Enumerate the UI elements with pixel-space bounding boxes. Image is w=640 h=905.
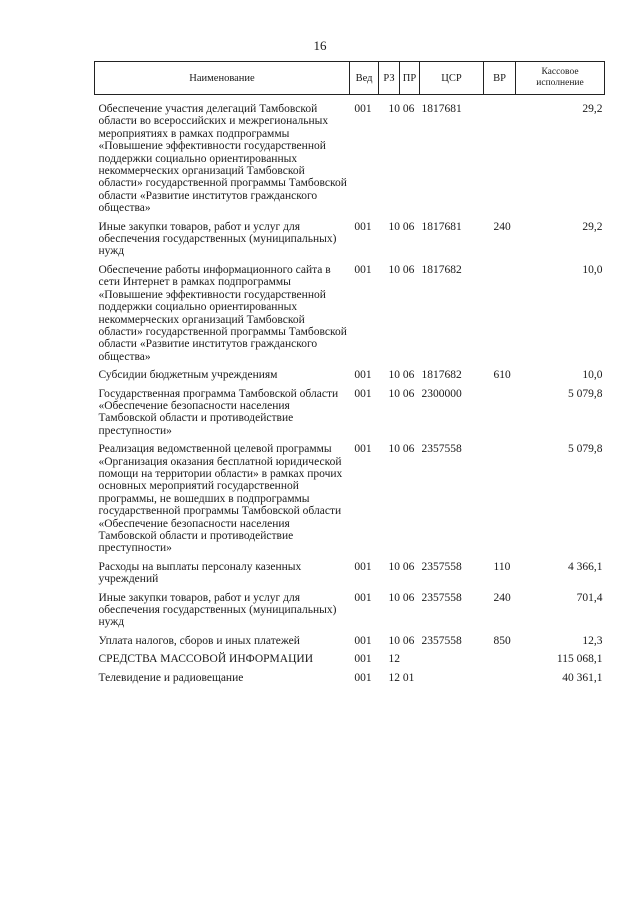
row-amount: 10,0 (582, 263, 603, 276)
row-name: Обеспечение работы информационного сайта в сети Интернет в рамках подпрограммы «Повышение эффективности государственной поддержки социально ориентированных некоммерческих организаций Тамбовской области» государственной программы Тамбовской области «Развитие институтов гражданского общества» (98, 263, 347, 363)
table-row (95, 388, 605, 444)
row-amount: 40 361,1 (562, 671, 603, 684)
header-rz: РЗ (379, 62, 400, 95)
row-amount: 5 079,8 (568, 387, 603, 400)
row-vr: 240 (493, 591, 511, 604)
table-row (95, 653, 605, 671)
header-csr: ЦСР (420, 62, 484, 95)
row-amount: 10,0 (582, 369, 603, 382)
row-name: Реализация ведомственной целевой программы «Организация оказания бесплатной юридической помощи на территории области» в рамках прочих основных мероприятий государственной программы, не вошедших в подпрограммы государственной программы Тамбовской области «Обеспечение безопасности населения Тамбовской области и противодействие преступности» (98, 443, 343, 555)
row-rzpr: 10 06 (388, 591, 415, 604)
row-ved: 001 (354, 263, 372, 276)
row-rzpr: 12 (388, 653, 400, 666)
row-amount: 4 366,1 (568, 560, 603, 573)
row-csr (420, 653, 484, 671)
row-rzpr: 10 06 (388, 220, 415, 233)
row-vr: 240 (493, 220, 511, 233)
header-row (95, 62, 605, 95)
row-rzpr: 10 06 (388, 263, 415, 276)
header-pr: ПР (400, 62, 420, 95)
row-ved: 001 (354, 220, 372, 233)
row-csr: 2357558 (421, 634, 462, 647)
row-name: Уплата налогов, сборов и иных платежей (98, 634, 300, 647)
row-amount: 29,2 (582, 220, 603, 233)
row-vr (484, 388, 516, 444)
row-csr: 2357558 (421, 443, 462, 456)
row-name: Иные закупки товаров, работ и услуг для обеспечения государственных (муниципальных) нужд (98, 220, 337, 258)
row-name: Субсидии бюджетным учреждениям (98, 369, 278, 382)
row-name: СРЕДСТВА МАССОВОЙ ИНФОРМАЦИИ (98, 653, 313, 666)
row-amount: 5 079,8 (568, 443, 603, 456)
table-row (95, 672, 605, 690)
row-csr: 2300000 (421, 387, 462, 400)
row-csr: 1817681 (421, 220, 462, 233)
table-row (95, 635, 605, 653)
header-vr: ВР (484, 62, 516, 95)
table-row (95, 369, 605, 387)
budget-table (94, 61, 605, 690)
row-csr (420, 672, 484, 690)
row-ved: 001 (354, 591, 372, 604)
row-name: Государственная программа Тамбовской области «Обеспечение безопасности населения Тамбовской области и противодействие преступности» (98, 387, 339, 437)
row-amount: 701,4 (576, 591, 603, 604)
row-ved: 001 (354, 671, 372, 684)
table-row (95, 561, 605, 592)
row-csr: 2357558 (421, 591, 462, 604)
table-row (95, 95, 605, 221)
page-number: 16 (313, 38, 327, 53)
row-vr: 850 (493, 634, 511, 647)
row-rzpr: 10 06 (388, 443, 415, 456)
row-amount: 29,2 (582, 103, 603, 115)
row-vr (484, 95, 516, 221)
row-ved: 001 (354, 103, 372, 115)
row-name: Иные закупки товаров, работ и услуг для обеспечения государственных (муниципальных) нужд (98, 591, 337, 629)
row-rzpr: 10 06 (388, 560, 415, 573)
table-row (95, 221, 605, 264)
row-vr: 610 (493, 369, 511, 382)
row-csr: 1817682 (421, 263, 462, 276)
row-amount: 12,3 (582, 634, 603, 647)
row-ved: 001 (354, 634, 372, 647)
table-row (95, 264, 605, 369)
row-vr (484, 443, 516, 561)
row-name: Расходы на выплаты персоналу казенных учреждений (98, 560, 302, 586)
row-ved: 001 (354, 387, 372, 400)
header-amount: Кассовое исполнение (516, 62, 605, 95)
row-rzpr: 10 06 (388, 387, 415, 400)
header-name: Наименование (95, 62, 350, 95)
row-vr: 110 (493, 560, 511, 573)
row-rzpr: 10 06 (388, 634, 415, 647)
row-name: Телевидение и радиовещание (98, 671, 244, 684)
row-rzpr: 10 06 (388, 369, 415, 382)
row-csr: 1817682 (421, 369, 462, 382)
row-csr: 2357558 (421, 560, 462, 573)
row-amount: 115 068,1 (556, 653, 603, 666)
row-vr (484, 672, 516, 690)
row-rzpr: 10 06 (388, 103, 415, 115)
row-name: Обеспечение участия делегаций Тамбовской области во всероссийских и межрегиональных мероприятиях в рамках подпрограммы «Повышение эффективности государственной поддержки социально ориентированных некоммерческих организаций Тамбовской области» государственной программы Тамбовской области «Развитие институтов гражданского общества» (98, 103, 347, 215)
row-ved: 001 (354, 653, 372, 666)
row-vr (484, 653, 516, 671)
row-ved: 001 (354, 560, 372, 573)
header-ved: Вед (350, 62, 379, 95)
table-row (95, 443, 605, 561)
row-ved: 001 (354, 443, 372, 456)
row-rzpr: 12 01 (388, 671, 415, 684)
row-csr: 1817681 (421, 103, 462, 115)
row-ved: 001 (354, 369, 372, 382)
row-vr (484, 264, 516, 369)
table-row (95, 592, 605, 635)
